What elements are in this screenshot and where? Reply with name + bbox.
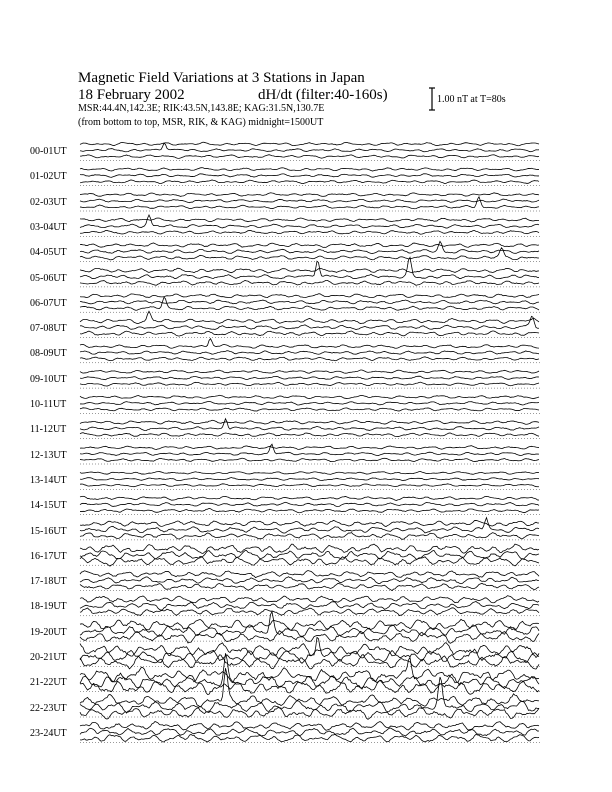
trace-KAG-08-09UT	[80, 339, 539, 349]
trace-RIK-10-11UT	[80, 401, 539, 405]
hour-label-08-09UT: 08-09UT	[30, 348, 67, 360]
hour-label-23-24UT: 23-24UT	[30, 727, 67, 739]
trace-KAG-02-03UT	[80, 193, 539, 197]
trace-RIK-00-01UT	[80, 143, 539, 152]
trace-MSR-08-09UT	[80, 357, 539, 361]
hour-row-05-06UT	[80, 257, 540, 286]
trace-RIK-09-10UT	[80, 376, 539, 380]
trace-KAG-18-19UT	[80, 596, 539, 603]
trace-MSR-17-18UT	[80, 583, 539, 590]
scale-label: 1.00 nT at T=80s	[437, 94, 506, 105]
trace-KAG-11-12UT	[80, 420, 539, 424]
hour-label-21-22UT: 21-22UT	[30, 677, 67, 689]
trace-KAG-15-16UT	[80, 520, 539, 526]
trace-MSR-02-03UT	[80, 197, 539, 209]
hour-label-00-01UT: 00-01UT	[30, 146, 67, 157]
hour-label-17-18UT: 17-18UT	[30, 576, 67, 588]
hour-label-02-03UT: 02-03UT	[30, 196, 67, 208]
trace-MSR-04-05UT	[80, 248, 539, 260]
trace-RIK-06-07UT	[80, 300, 539, 304]
trace-MSR-10-11UT	[80, 408, 539, 411]
hour-row-01-02UT	[80, 168, 540, 186]
trace-KAG-01-02UT	[80, 168, 539, 171]
hour-row-14-15UT	[80, 496, 540, 514]
hour-row-11-12UT	[80, 419, 540, 439]
hour-label-01-02UT: 01-02UT	[30, 171, 67, 183]
trace-RIK-17-18UT	[80, 577, 539, 584]
hour-label-09-10UT: 09-10UT	[30, 373, 67, 385]
trace-MSR-11-12UT	[80, 433, 539, 437]
trace-KAG-00-01UT	[80, 142, 539, 146]
trace-KAG-06-07UT	[80, 294, 539, 298]
hour-row-18-19UT	[80, 596, 540, 616]
hour-label-20-21UT: 20-21UT	[30, 652, 67, 663]
hour-row-16-17UT	[80, 544, 540, 566]
trace-MSR-07-08UT	[80, 331, 539, 336]
hour-row-02-03UT	[80, 193, 540, 211]
trace-RIK-05-06UT	[80, 257, 539, 278]
chart-title: Magnetic Field Variations at 3 Stations in Japan	[78, 70, 365, 86]
hour-label-04-05UT: 04-05UT	[30, 247, 67, 259]
trace-KAG-07-08UT	[80, 311, 539, 323]
hour-row-07-08UT	[80, 311, 540, 337]
trace-MSR-22-23UT	[80, 707, 539, 719]
station-coordinates: MSR:44.4N,142.3E; RIK:43.5N,143.8E; KAG:31.5N,130.7E	[78, 103, 325, 114]
trace-RIK-13-14UT	[80, 478, 539, 481]
hour-label-22-23UT: 22-23UT	[30, 702, 67, 714]
trace-KAG-13-14UT	[80, 472, 539, 475]
hour-row-21-22UT	[80, 653, 540, 694]
trace-RIK-04-05UT	[80, 241, 539, 253]
trace-KAG-14-15UT	[80, 496, 539, 500]
trace-MSR-05-06UT	[80, 280, 539, 285]
hour-row-10-11UT	[80, 395, 540, 413]
hour-label-18-19UT: 18-19UT	[30, 601, 67, 613]
trace-RIK-18-19UT	[80, 601, 539, 610]
trace-MSR-03-04UT	[80, 230, 539, 234]
trace-RIK-16-17UT	[80, 550, 539, 559]
hour-label-19-20UT: 19-20UT	[30, 626, 67, 638]
chart-date: 18 February 2002	[78, 87, 185, 103]
trace-KAG-09-10UT	[80, 370, 539, 373]
trace-RIK-08-09UT	[80, 351, 539, 355]
hour-label-05-06UT: 05-06UT	[30, 272, 67, 284]
trace-MSR-14-15UT	[80, 508, 539, 512]
trace-MSR-09-10UT	[80, 382, 539, 386]
trace-MSR-12-13UT	[80, 458, 539, 462]
trace-MSR-16-17UT	[80, 556, 539, 566]
trace-RIK-14-15UT	[80, 502, 539, 506]
hour-row-17-18UT	[80, 571, 540, 591]
trace-RIK-21-22UT	[80, 653, 539, 689]
hour-label-14-15UT: 14-15UT	[30, 500, 67, 512]
hour-label-12-13UT: 12-13UT	[30, 449, 67, 461]
trace-KAG-03-04UT	[80, 218, 539, 222]
hour-row-09-10UT	[80, 370, 540, 388]
trace-RIK-22-23UT	[80, 677, 539, 713]
hour-row-06-07UT	[80, 294, 540, 312]
trace-MSR-15-16UT	[80, 533, 539, 540]
hour-row-00-01UT	[80, 142, 540, 160]
hour-label-10-11UT: 10-11UT	[30, 399, 67, 410]
trace-RIK-15-16UT	[80, 518, 539, 533]
trace-KAG-17-18UT	[80, 571, 539, 578]
hour-row-13-14UT	[80, 472, 540, 490]
trace-MSR-18-19UT	[80, 608, 539, 616]
hour-label-03-04UT: 03-04UT	[30, 221, 67, 233]
hour-label-06-07UT: 06-07UT	[30, 297, 67, 309]
trace-MSR-21-22UT	[80, 680, 539, 694]
hour-row-12-13UT	[80, 444, 540, 464]
trace-KAG-12-13UT	[80, 446, 539, 450]
hour-label-11-12UT: 11-12UT	[30, 424, 67, 436]
hour-label-13-14UT: 13-14UT	[30, 474, 67, 486]
trace-MSR-13-14UT	[80, 484, 539, 487]
trace-KAG-10-11UT	[80, 395, 539, 398]
trace-KAG-16-17UT	[80, 544, 539, 553]
hour-row-20-21UT	[80, 637, 540, 669]
hour-row-03-04UT	[80, 215, 540, 236]
hour-label-16-17UT: 16-17UT	[30, 550, 67, 562]
hour-row-19-20UT	[80, 612, 540, 644]
trace-KAG-19-20UT	[80, 619, 539, 630]
trace-KAG-05-06UT	[80, 268, 539, 273]
chart-quantity: dH/dt (filter:40-160s)	[258, 87, 388, 103]
trace-RIK-11-12UT	[80, 419, 539, 431]
trace-KAG-04-05UT	[80, 243, 539, 247]
trace-MSR-00-01UT	[80, 155, 539, 159]
hour-label-07-08UT: 07-08UT	[30, 323, 67, 335]
trace-RIK-01-02UT	[80, 174, 539, 178]
trace-order-note: (from bottom to top, MSR, RIK, & KAG) midnight=1500UT	[78, 117, 324, 128]
hour-row-15-16UT	[80, 518, 540, 540]
trace-MSR-20-21UT	[80, 655, 539, 669]
hour-row-08-09UT	[80, 339, 540, 363]
hour-row-04-05UT	[80, 241, 540, 261]
trace-RIK-02-03UT	[80, 199, 539, 203]
hour-label-15-16UT: 15-16UT	[30, 525, 67, 537]
hour-row-23-24UT	[80, 721, 540, 742]
trace-MSR-23-24UT	[80, 734, 539, 742]
trace-MSR-01-02UT	[80, 180, 539, 184]
